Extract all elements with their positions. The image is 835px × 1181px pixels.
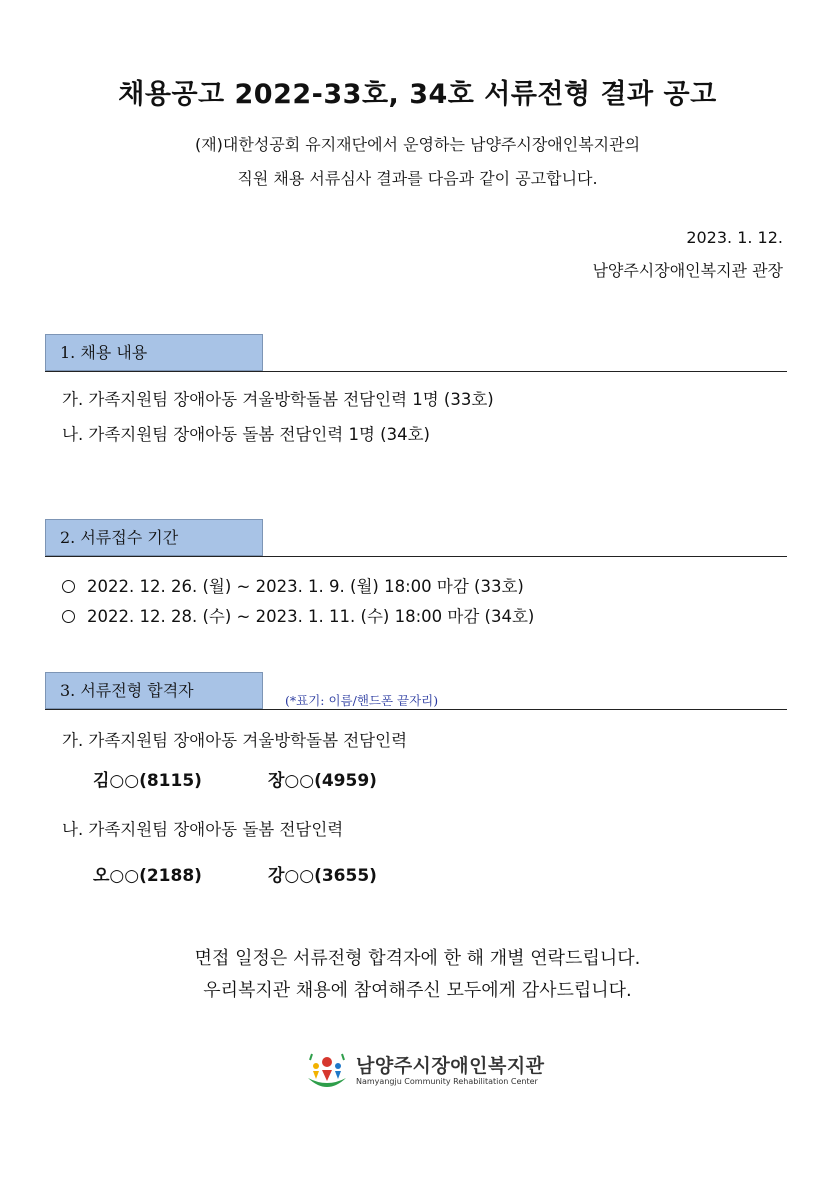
passer-name: 강○○(3655) [268,866,377,886]
bullet-circle-icon [62,610,75,623]
group-label-1: 가. 가족지원팀 장애아동 겨울방학돌봄 전담인력 [62,731,408,750]
issue-date: 2023. 1. 12. [686,228,783,247]
closing-line-1: 면접 일정은 서류전형 합격자에 한 해 개별 연락드립니다. [194,948,641,969]
section-divider-1 [45,371,787,372]
section1-item-2: 나. 가족지원팀 장애아동 돌봄 전담인력 1명 (34호) [62,425,430,444]
section-heading-2: 2. 서류접수 기간 [45,519,263,556]
group-label-2: 나. 가족지원팀 장애아동 돌봄 전담인력 [62,820,344,839]
section2-item-1 [62,573,524,597]
period-text-1: 2022. 12. 26. (월) ~ 2023. 1. 9. (월) 18:00 마감 (33호) [87,577,524,596]
closing-line-2: 우리복지관 채용에 참여해주신 모두에게 감사드립니다. [203,980,632,1001]
notation-note: (*표기: 이름/핸드폰 끝자리) [285,693,439,708]
center-logo-name: 남양주시장애인복지관 [356,1055,545,1077]
intro-line-1: (재)대한성공회 유지재단에서 운영하는 남양주시장애인복지관의 [194,135,641,154]
bullet-circle-icon [62,580,75,593]
center-logo-icon [306,1050,348,1092]
passer-name: 오○○(2188) [93,866,202,886]
section-heading-1: 1. 채용 내용 [45,334,263,371]
issuer: 남양주시장애인복지관 관장 [592,261,783,280]
passer-name: 김○○(8115) [93,771,202,791]
passer-name: 장○○(4959) [268,771,377,791]
section-heading-3: 3. 서류전형 합격자 [45,672,263,709]
section2-item-2 [62,603,534,627]
section-divider-3 [45,709,787,710]
section-divider-2 [45,556,787,557]
section1-item-1: 가. 가족지원팀 장애아동 겨울방학돌봄 전담인력 1명 (33호) [62,390,494,409]
intro-line-2: 직원 채용 서류심사 결과를 다음과 같이 공고합니다. [237,169,598,188]
period-text-2: 2022. 12. 28. (수) ~ 2023. 1. 11. (수) 18:00 마감 (34호) [87,607,535,626]
page-title: 채용공고 2022-33호, 34호 서류전형 결과 공고 [118,79,717,110]
center-logo-subtitle: Namyangju Community Rehabilitation Center [356,1077,538,1086]
